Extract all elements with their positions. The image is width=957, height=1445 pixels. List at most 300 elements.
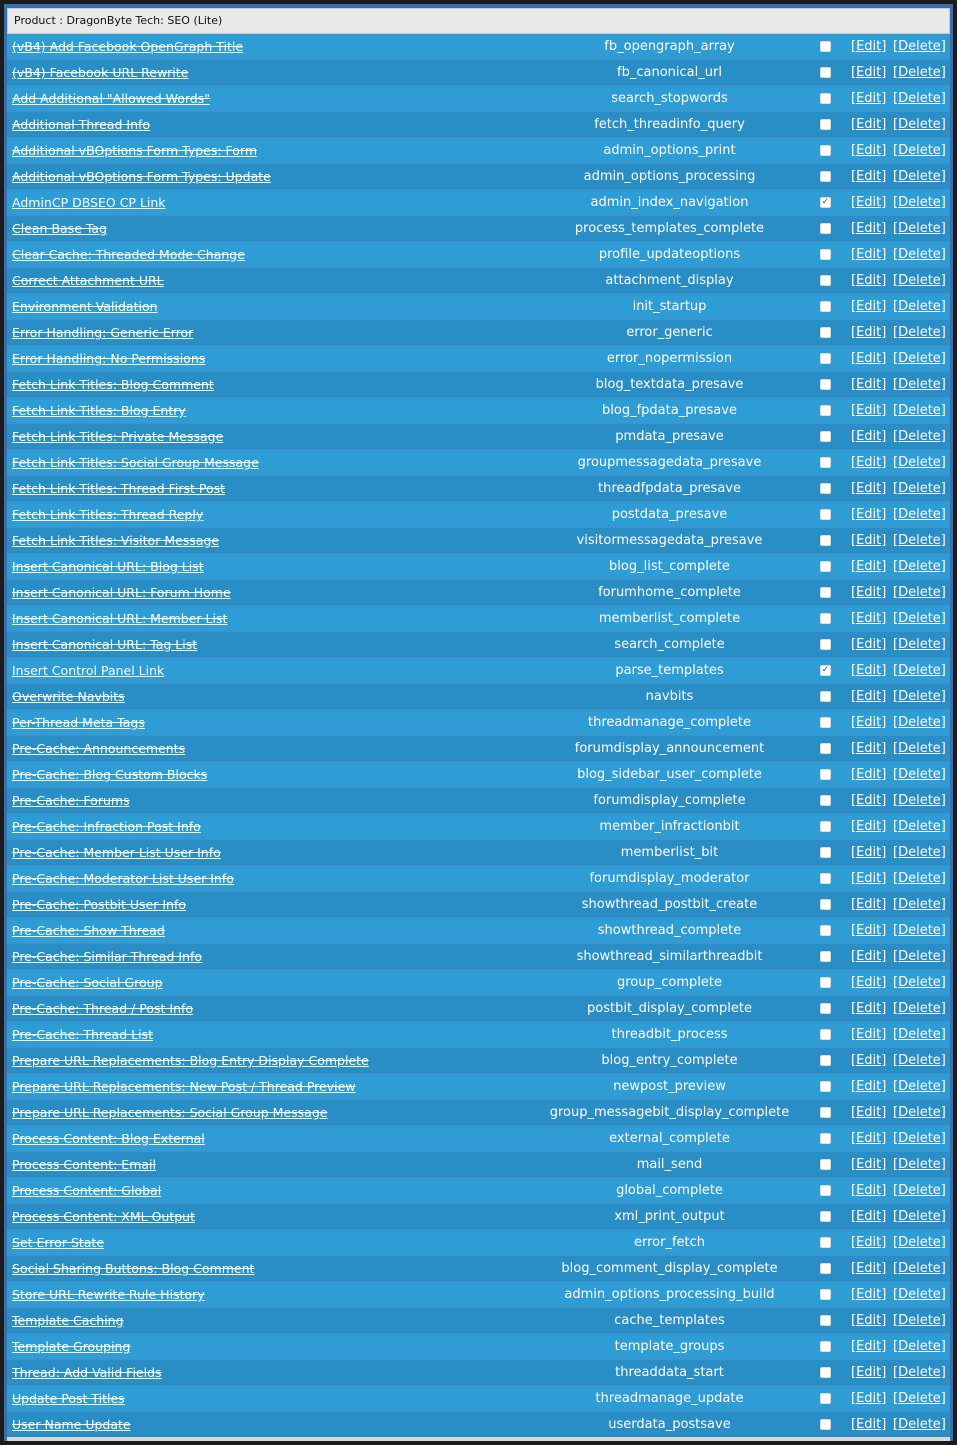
delete-link[interactable]: [Delete] [893,1417,946,1432]
plugin-row [7,528,950,554]
active-checkbox[interactable] [820,67,831,78]
active-checkbox[interactable] [820,1185,831,1196]
plugin-title-link[interactable]: Fetch Link Titles: Blog Comment [12,377,214,392]
edit-link[interactable]: [Edit] [851,1053,887,1068]
edit-link[interactable]: [Edit] [851,91,887,106]
delete-link[interactable]: [Delete] [893,1365,946,1380]
delete-link[interactable]: [Delete] [893,663,946,678]
delete-link[interactable]: [Delete] [893,1339,946,1354]
edit-link[interactable]: [Edit] [851,1391,887,1406]
plugin-title-link[interactable]: Insert Canonical URL: Tag List [12,637,198,652]
delete-link[interactable]: [Delete] [893,585,946,600]
active-checkbox[interactable] [820,1029,831,1040]
hook-location: profile_updateoptions [598,247,741,262]
active-checkbox[interactable] [820,41,831,52]
plugin-title-link[interactable]: Set Error State [12,1235,105,1250]
active-checkbox[interactable] [820,1055,831,1066]
active-checkbox[interactable] [820,587,831,598]
active-checkbox[interactable] [820,1081,831,1092]
plugin-row [7,372,950,398]
plugin-row [7,242,950,268]
active-checkbox[interactable] [820,353,831,364]
plugin-title-link[interactable]: Error Handling: No Permissions [12,351,206,366]
plugin-title-link[interactable]: Template Grouping [12,1339,131,1354]
edit-link[interactable]: [Edit] [851,377,887,392]
plugin-title-link[interactable]: Store URL Rewrite Rule History [12,1287,205,1302]
active-checkbox[interactable] [820,379,831,390]
plugin-row [7,216,950,242]
delete-link[interactable]: [Delete] [893,455,946,470]
active-checkbox[interactable] [820,795,831,806]
active-checkbox[interactable] [820,1237,831,1248]
hook-location: blog_comment_display_complete [561,1261,778,1276]
plugin-row [7,60,950,86]
delete-link[interactable]: [Delete] [893,351,946,366]
hook-location: blog_sidebar_user_complete [577,767,762,782]
plugin-title-link[interactable]: Pre-Cache: Moderator List User Info [12,871,234,886]
hook-location: threadmanage_update [595,1391,744,1406]
delete-link[interactable]: [Delete] [893,1261,946,1276]
hook-location: showthread_complete [597,923,742,938]
plugin-title-link[interactable]: Fetch Link Titles: Thread First Post [12,481,226,496]
plugin-row [7,1334,950,1360]
hook-location: showthread_postbit_create [581,897,758,912]
delete-link[interactable]: [Delete] [893,429,946,444]
plugin-row [7,554,950,580]
plugin-row [7,996,950,1022]
plugin-row [7,1100,950,1126]
active-checkbox[interactable] [820,561,831,572]
plugin-title-link[interactable]: Pre-Cache: Social Group [12,975,163,990]
plugin-row [7,1256,950,1282]
delete-link[interactable]: [Delete] [893,481,946,496]
hook-location: postbit_display_complete [587,1001,752,1016]
edit-link[interactable]: [Edit] [851,1079,887,1094]
delete-link[interactable]: [Delete] [893,403,946,418]
plugin-row [7,866,950,892]
plugin-title-link[interactable]: Additional vBOptions Form Types: Update [12,169,271,184]
delete-link[interactable]: [Delete] [893,845,946,860]
delete-link[interactable]: [Delete] [893,819,946,834]
edit-link[interactable]: [Edit] [851,507,887,522]
plugin-title-link[interactable]: Prepare URL Replacements: New Post / Thread Preview [12,1079,356,1094]
active-checkbox[interactable] [820,119,831,130]
delete-link[interactable]: [Delete] [893,741,946,756]
delete-link[interactable]: [Delete] [893,559,946,574]
plugin-title-link[interactable]: Update Post Titles [12,1391,125,1406]
delete-link[interactable]: [Delete] [893,247,946,262]
edit-link[interactable]: [Edit] [851,585,887,600]
plugin-title-link[interactable]: Per-Thread Meta Tags [12,715,145,730]
hook-location: member_infractionbit [599,819,740,834]
active-checkbox[interactable] [820,327,831,338]
plugin-title-link[interactable]: Fetch Link Titles: Social Group Message [12,455,259,470]
hook-location: xml_print_output [614,1209,725,1224]
active-checkbox[interactable] [820,847,831,858]
delete-link[interactable]: [Delete] [893,143,946,158]
active-checkbox[interactable] [820,509,831,520]
plugin-title-link[interactable]: Insert Canonical URL: Forum Home [12,585,231,600]
hook-location: init_startup [632,299,707,314]
edit-link[interactable]: [Edit] [851,871,887,886]
delete-link[interactable]: [Delete] [893,1391,946,1406]
hook-location: error_fetch [633,1235,706,1250]
check-icon: ✓ [821,665,830,675]
edit-link[interactable]: [Edit] [851,1261,887,1276]
delete-link[interactable]: [Delete] [893,65,946,80]
edit-link[interactable]: [Edit] [851,845,887,860]
delete-link[interactable]: [Delete] [893,1183,946,1198]
plugin-row [7,1308,950,1334]
edit-link[interactable]: [Edit] [851,1157,887,1172]
hook-location: blog_entry_complete [601,1053,738,1068]
plugin-list [7,34,950,1438]
active-checkbox[interactable] [820,1367,831,1378]
hook-location: error_generic [626,325,713,340]
plugin-title-link[interactable]: Thread: Add Valid Fields [12,1365,162,1380]
hook-location: newpost_preview [613,1079,726,1094]
plugin-title-link[interactable]: Environment Validation [12,299,158,314]
edit-link[interactable]: [Edit] [851,819,887,834]
edit-link[interactable]: [Edit] [851,533,887,548]
edit-link[interactable]: [Edit] [851,1183,887,1198]
edit-link[interactable]: [Edit] [851,299,887,314]
active-checkbox[interactable] [820,1393,831,1404]
product-header: Product : DragonByte Tech: SEO (Lite) [7,8,950,34]
hook-location: template_groups [614,1339,725,1354]
hook-location: external_complete [609,1131,730,1146]
plugin-title-link[interactable]: Fetch Link Titles: Visitor Message [12,533,220,548]
edit-link[interactable]: [Edit] [851,247,887,262]
active-checkbox[interactable] [820,405,831,416]
plugin-title-link[interactable]: Pre-Cache: Similar Thread Info [12,949,203,964]
active-checkbox[interactable] [820,145,831,156]
hook-location: global_complete [616,1183,723,1198]
delete-link[interactable]: [Delete] [893,117,946,132]
plugin-title-link[interactable]: Template Caching [12,1313,124,1328]
plugin-title-link[interactable]: Error Handling: Generic Error [12,325,194,340]
plugin-title-link[interactable]: Pre-Cache: Forums [12,793,130,808]
active-checkbox[interactable] [820,301,831,312]
hook-location: showthread_similarthreadbit [576,949,763,964]
active-checkbox[interactable] [820,665,831,676]
edit-link[interactable]: [Edit] [851,975,887,990]
edit-link[interactable]: [Edit] [851,767,887,782]
plugin-title-link[interactable]: User Name Update [12,1417,131,1432]
plugin-title-link[interactable]: Pre-Cache: Postbit User Info [12,897,186,912]
edit-link[interactable]: [Edit] [851,1417,887,1432]
plugin-title-link[interactable]: Insert Canonical URL: Member List [12,611,228,626]
active-checkbox[interactable] [820,431,831,442]
edit-link[interactable]: [Edit] [851,1235,887,1250]
plugin-title-link[interactable]: Prepare URL Replacements: Blog Entry Display Complete [12,1053,369,1068]
delete-link[interactable]: [Delete] [893,273,946,288]
plugin-title-link[interactable]: Overwrite Navbits [12,689,125,704]
active-checkbox[interactable] [820,1289,831,1300]
hook-location: memberlist_bit [620,845,719,860]
edit-link[interactable]: [Edit] [851,481,887,496]
hook-location: postdata_presave [611,507,728,522]
plugin-title-link[interactable]: Pre-Cache: Blog Custom Blocks [12,767,208,782]
plugin-row [7,814,950,840]
plugin-title-link[interactable]: AdminCP DBSEO CP Link [12,195,166,210]
plugin-row [7,1178,950,1204]
edit-link[interactable]: [Edit] [851,689,887,704]
edit-link[interactable]: [Edit] [851,1287,887,1302]
plugin-row [7,710,950,736]
active-checkbox[interactable] [820,171,831,182]
delete-link[interactable]: [Delete] [893,533,946,548]
hook-location: group_complete [617,975,722,990]
active-checkbox[interactable] [820,1315,831,1326]
edit-link[interactable]: [Edit] [851,455,887,470]
delete-link[interactable]: [Delete] [893,1157,946,1172]
edit-link[interactable]: [Edit] [851,195,887,210]
delete-link[interactable]: [Delete] [893,1131,946,1146]
delete-link[interactable]: [Delete] [893,715,946,730]
edit-link[interactable]: [Edit] [851,715,887,730]
plugin-title-link[interactable]: Process Content: Blog External [12,1131,205,1146]
plugin-title-link[interactable]: Insert Canonical URL: Blog List [12,559,204,574]
delete-link[interactable]: [Delete] [893,923,946,938]
delete-link[interactable]: [Delete] [893,325,946,340]
delete-link[interactable]: [Delete] [893,689,946,704]
hook-location: admin_options_processing_build [564,1287,775,1302]
edit-link[interactable]: [Edit] [851,429,887,444]
hook-location: search_stopwords [611,91,728,106]
active-checkbox[interactable] [820,1003,831,1014]
delete-link[interactable]: [Delete] [893,195,946,210]
plugin-row [7,658,950,684]
delete-link[interactable]: [Delete] [893,1209,946,1224]
edit-link[interactable]: [Edit] [851,273,887,288]
hook-location: admin_options_processing [583,169,756,184]
plugin-row [7,476,950,502]
delete-link[interactable]: [Delete] [893,871,946,886]
edit-link[interactable]: [Edit] [851,1313,887,1328]
hook-location: threaddata_start [615,1365,724,1380]
edit-link[interactable]: [Edit] [851,1339,887,1354]
delete-link[interactable]: [Delete] [893,1079,946,1094]
plugin-title-link[interactable]: Fetch Link Titles: Blog Entry [12,403,186,418]
active-checkbox[interactable] [820,873,831,884]
active-checkbox[interactable] [820,951,831,962]
delete-link[interactable]: [Delete] [893,949,946,964]
plugin-title-link[interactable]: Fetch Link Titles: Thread Reply [12,507,204,522]
active-checkbox[interactable] [820,1341,831,1352]
hook-location: memberlist_complete [598,611,741,626]
hook-location: fb_opengraph_array [604,39,735,54]
edit-link[interactable]: [Edit] [851,351,887,366]
plugin-row [7,1152,950,1178]
plugin-row [7,788,950,814]
plugin-title-link[interactable]: Process Content: Email [12,1157,156,1172]
hook-location: blog_textdata_presave [595,377,744,392]
plugin-title-link[interactable]: Pre-Cache: Announcements [12,741,186,756]
delete-link[interactable]: [Delete] [893,221,946,236]
plugin-row [7,632,950,658]
active-checkbox[interactable] [820,1133,831,1144]
edit-link[interactable]: [Edit] [851,559,887,574]
plugin-row [7,1360,950,1386]
plugin-row [7,450,950,476]
active-checkbox[interactable] [820,93,831,104]
delete-link[interactable]: [Delete] [893,767,946,782]
hook-location: blog_fpdata_presave [602,403,737,418]
plugin-row [7,736,950,762]
delete-link[interactable]: [Delete] [893,793,946,808]
plugin-row [7,580,950,606]
plugin-title-link[interactable]: Additional vBOptions Form Types: Form [12,143,258,158]
delete-link[interactable]: [Delete] [893,1001,946,1016]
plugin-row [7,840,950,866]
edit-link[interactable]: [Edit] [851,1027,887,1042]
active-checkbox[interactable] [820,769,831,780]
active-checkbox[interactable] [820,899,831,910]
hook-location: cache_templates [614,1313,725,1328]
active-checkbox[interactable] [820,275,831,286]
edit-link[interactable]: [Edit] [851,65,887,80]
active-checkbox[interactable] [820,717,831,728]
hook-location: search_complete [614,637,725,652]
hook-location: parse_templates [615,663,724,678]
plugin-title-link[interactable]: Pre-Cache: Thread / Post Info [12,1001,194,1016]
plugin-title-link[interactable]: Fetch Link Titles: Private Message [12,429,224,444]
edit-link[interactable]: [Edit] [851,325,887,340]
plugin-title-link[interactable]: Process Content: Global [12,1183,162,1198]
plugin-title-link[interactable]: Prepare URL Replacements: Social Group Message [12,1105,328,1120]
plugin-title-link[interactable]: Clear Cache: Threaded Mode Change [12,247,245,262]
active-checkbox[interactable] [820,1159,831,1170]
edit-link[interactable]: [Edit] [851,741,887,756]
edit-link[interactable]: [Edit] [851,923,887,938]
plugin-row [7,320,950,346]
active-checkbox[interactable] [820,1107,831,1118]
active-checkbox[interactable] [820,977,831,988]
delete-link[interactable]: [Delete] [893,975,946,990]
delete-link[interactable]: [Delete] [893,611,946,626]
plugin-row [7,1282,950,1308]
delete-link[interactable]: [Delete] [893,377,946,392]
active-checkbox[interactable] [820,483,831,494]
plugin-title-link[interactable]: Correct Attachment URL [12,273,164,288]
plugin-row [7,1204,950,1230]
plugin-title-link[interactable]: (vB4) Facebook URL Rewrite [12,65,189,80]
plugin-title-link[interactable]: Insert Control Panel Link [12,663,165,678]
active-checkbox[interactable] [820,1263,831,1274]
plugin-manager-panel [4,4,953,1441]
plugin-row [7,1022,950,1048]
edit-link[interactable]: [Edit] [851,897,887,912]
active-checkbox[interactable] [820,925,831,936]
plugin-title-link[interactable]: Social Sharing Buttons: Blog Comment [12,1261,255,1276]
active-checkbox[interactable] [820,197,831,208]
plugin-row [7,1230,950,1256]
plugin-row [7,1126,950,1152]
edit-link[interactable]: [Edit] [851,39,887,54]
plugin-row [7,424,950,450]
active-checkbox[interactable] [820,1419,831,1430]
edit-link[interactable]: [Edit] [851,663,887,678]
edit-link[interactable]: [Edit] [851,637,887,652]
edit-link[interactable]: [Edit] [851,793,887,808]
active-checkbox[interactable] [820,743,831,754]
hook-location: forumdisplay_moderator [589,871,750,886]
hook-location: admin_options_print [603,143,736,158]
delete-link[interactable]: [Delete] [893,1105,946,1120]
delete-link[interactable]: [Delete] [893,39,946,54]
edit-link[interactable]: [Edit] [851,403,887,418]
hook-location: groupmessagedata_presave [577,455,762,470]
edit-link[interactable]: [Edit] [851,949,887,964]
delete-link[interactable]: [Delete] [893,91,946,106]
edit-link[interactable]: [Edit] [851,1001,887,1016]
plugin-row [7,892,950,918]
delete-link[interactable]: [Delete] [893,1313,946,1328]
plugin-row [7,1412,950,1438]
active-checkbox[interactable] [820,613,831,624]
edit-link[interactable]: [Edit] [851,1209,887,1224]
plugin-row [7,1074,950,1100]
active-checkbox[interactable] [820,457,831,468]
edit-link[interactable]: [Edit] [851,1105,887,1120]
active-checkbox[interactable] [820,1211,831,1222]
plugin-row [7,86,950,112]
plugin-row [7,294,950,320]
plugin-title-link[interactable]: Pre-Cache: Member List User Info [12,845,221,860]
delete-link[interactable]: [Delete] [893,637,946,652]
active-checkbox[interactable] [820,249,831,260]
hook-location: blog_list_complete [609,559,730,574]
active-checkbox[interactable] [820,223,831,234]
plugin-title-link[interactable]: Clean Base Tag [12,221,108,236]
delete-link[interactable]: [Delete] [893,169,946,184]
edit-link[interactable]: [Edit] [851,1365,887,1380]
edit-link[interactable]: [Edit] [851,1131,887,1146]
edit-link[interactable]: [Edit] [851,169,887,184]
delete-link[interactable]: [Delete] [893,897,946,912]
hook-location: threadbit_process [611,1027,728,1042]
delete-link[interactable]: [Delete] [893,1235,946,1250]
plugin-title-link[interactable]: Pre-Cache: Show Thread [12,923,165,938]
edit-link[interactable]: [Edit] [851,611,887,626]
table-footer [7,1437,950,1441]
edit-link[interactable]: [Edit] [851,117,887,132]
plugin-title-link[interactable]: Additional Thread Info [12,117,151,132]
plugin-title-link[interactable]: Pre-Cache: Infraction Post Info [12,819,201,834]
plugin-title-link[interactable]: Add Additional "Allowed Words" [12,91,211,106]
delete-link[interactable]: [Delete] [893,299,946,314]
plugin-title-link[interactable]: Process Content: XML Output [12,1209,195,1224]
delete-link[interactable]: [Delete] [893,1027,946,1042]
active-checkbox[interactable] [820,691,831,702]
active-checkbox[interactable] [820,821,831,832]
edit-link[interactable]: [Edit] [851,221,887,236]
plugin-title-link[interactable]: (vB4) Add Facebook OpenGraph Title [12,39,244,54]
plugin-row [7,762,950,788]
delete-link[interactable]: [Delete] [893,1053,946,1068]
edit-link[interactable]: [Edit] [851,143,887,158]
active-checkbox[interactable] [820,535,831,546]
plugin-title-link[interactable]: Pre-Cache: Thread List [12,1027,153,1042]
plugin-row [7,138,950,164]
active-checkbox[interactable] [820,639,831,650]
delete-link[interactable]: [Delete] [893,507,946,522]
hook-location: fb_canonical_url [617,65,722,80]
hook-location: threadmanage_complete [588,715,751,730]
delete-link[interactable]: [Delete] [893,1287,946,1302]
plugin-row [7,190,950,216]
